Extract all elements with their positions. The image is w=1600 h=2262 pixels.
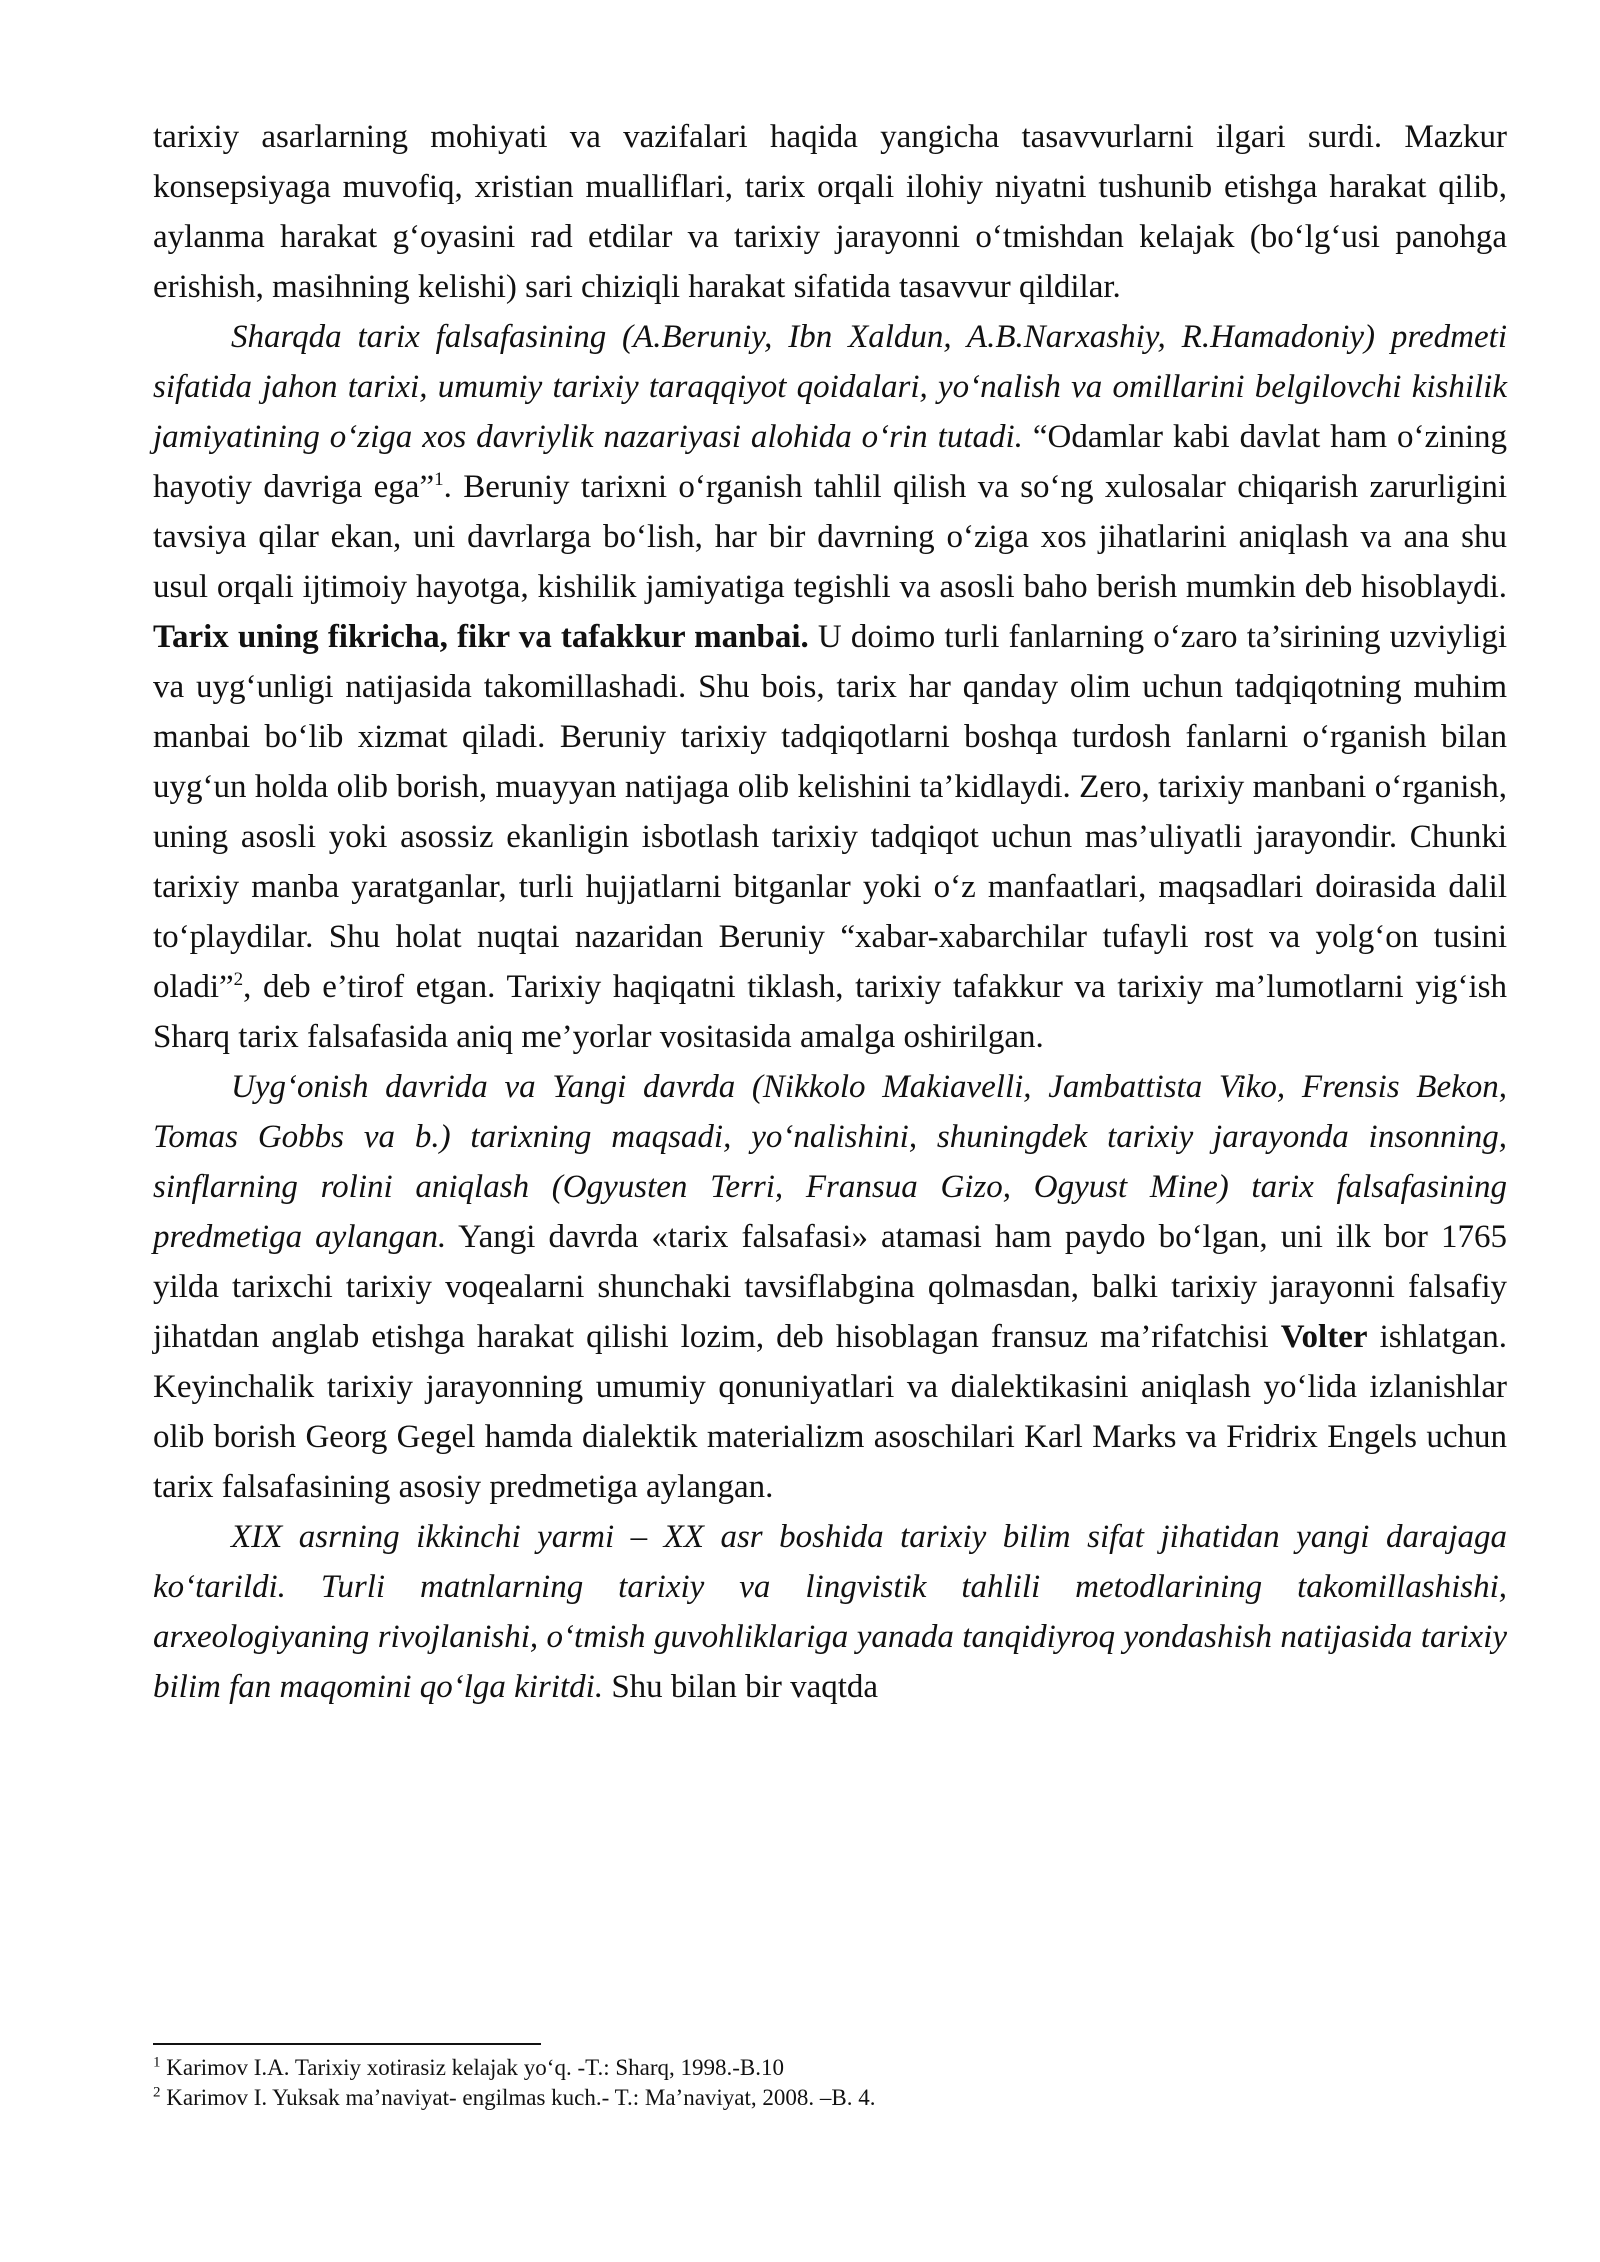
footnote-ref-1: 1	[434, 469, 444, 490]
italic-run: XIX asrning ikkinchi yarmi – XX asr boshida tarixiy bilim sifat jihatidan yangi darajaga ko‘tarildi. Turli matnlarning tarixiy va lingvistik tahlili metodlarining takomillashishi, arxeologiyaning rivojlanishi, o‘tmish guvohliklariga yanada tanqidiyroq yondashish natijasida tarixiy bilim fan maqomini qo‘lga kiritdi.	[153, 1519, 1507, 1705]
text-run: tarixiy asarlarning mohiyati va vazifalari haqida yangicha tasavvurlarni ilgari surdi. Mazkur konsepsiyaga muvofiq, xristian mualliflari, tarix orqali ilohiy niyatni tushunib etishga harakat qilib, aylanma harakat g‘oyasini rad etdilar va tarixiy jarayonni o‘tmishdan kelajak (bo‘lg‘usi panohga erishish, masihning kelishi) sari chiziqli harakat sifatida tasavvur qildilar.	[153, 119, 1507, 305]
footnote-1	[153, 2053, 1507, 2083]
footnote-ref-2: 2	[233, 969, 244, 990]
bold-run: Volter	[1280, 1319, 1368, 1355]
paragraph-1	[153, 112, 1507, 312]
text-run: Yangi davrda «tarix falsafasi» atamasi ham paydo bo‘lgan, uni ilk bor 1765 yilda tarixchi tarixiy voqealarni shunchaki tavsiflabgina qolmasdan, balki tarixiy jarayonni falsafiy jihatdan anglab etishga harakat qilishi lozim, deb hisoblagan fransuz ma’rifatchisi	[153, 1219, 1507, 1355]
paragraph-2	[153, 312, 1507, 1062]
footnote-mark: 2	[153, 2084, 161, 2101]
footnote-2	[153, 2083, 1507, 2113]
italic-run: Uyg‘onish davrida va Yangi davrda (Nikkolo Makiavelli, Jambattista Viko, Frensis Bekon, Tomas Gobbs va b.) tarixning maqsadi, yo‘nalishini, shuningdek tarixiy jarayonda insonning, sinflarning rolini aniqlash (Ogyusten Terri, Fransua Gizo, Ogyust Mine) tarix falsafasining predmetiga aylangan.	[153, 1069, 1507, 1255]
footnote-text: Karimov I. Yuksak ma’naviyat- engilmas kuch.- T.: Ma’naviyat, 2008. –B. 4.	[160, 2085, 876, 2110]
text-run: U doimo turli fanlarning o‘zaro ta’sirining uzviyligi va uyg‘unligi natijasida takomillashadi. Shu bois, tarix har qanday olim uchun tadqiqotning muhim manbai bo‘lib xizmat qiladi. Beruniy tarixiy tadqiqotlarni boshqa turdosh fanlarni o‘rganish bilan uyg‘un holda olib borish, muayyan natijaga olib kelishini ta’kidlaydi. Zero, tarixiy manbani o‘rganish, uning asosli yoki asossiz ekanligin isbotlash tarixiy tadqiqot uchun mas’uliyatli jarayondir. Chunki tarixiy manba yaratganlar, turli hujjatlarni bitganlar yoki o‘z manfaatlari, maqsadlari doirasida dalil to‘playdilar. Shu holat nuqtai nazaridan Beruniy “xabar-xabarchilar tufayli rost va yolg‘on tusini oladi”	[153, 619, 1507, 1005]
text-run: , deb e’tirof etgan. Tarixiy haqiqatni tiklash, tarixiy tafakkur va tarixiy ma’lumotlarni yig‘ish Sharq tarix falsafasida aniq me’yorlar vositasida amalga oshirilgan.	[153, 969, 1507, 1055]
footnotes	[153, 2053, 1507, 2113]
paragraph-3	[153, 1062, 1507, 1512]
paragraph-4	[153, 1512, 1507, 1712]
text-run: ishlatgan. Keyinchalik tarixiy jarayonning umumiy qonuniyatlari va dialektikasini aniqlash yo‘lida izlanishlar olib borish Georg Gegel hamda dialektik materializm asoschilari Karl Marks va Fridrix Engels uchun tarix falsafasining asosiy predmetiga aylangan.	[153, 1319, 1507, 1505]
italic-run: Sharqda tarix falsafasining (A.Beruniy, Ibn Xaldun, A.B.Narxashiy, R.Hamadoniy) predmeti sifatida jahon tarixi, umumiy tarixiy taraqqiyot qoidalari, yo‘nalish va omillarini belgilovchi kishilik jamiyatining o‘ziga xos davriylik nazariyasi alohida o‘rin tutadi.	[153, 319, 1507, 455]
bold-run: Tarix uning fikricha, fikr va tafakkur manbai.	[153, 619, 809, 655]
page-body	[153, 112, 1507, 1712]
footnote-mark: 1	[153, 2054, 161, 2071]
text-run: . Beruniy tarixni o‘rganish tahlil qilish va so‘ng xulosalar chiqarish zarurligini tavsiya qilar ekan, uni davrlarga bo‘lish, har bir davrning o‘ziga xos jihatlarini aniqlash va ana shu usul orqali ijtimoiy hayotga, kishilik jamiyatiga tegishli va asosli baho berish mumkin deb hisoblaydi.	[153, 469, 1507, 605]
footnote-text: Karimov I.A. Tarixiy xotirasiz kelajak yo‘q. -T.: Sharq, 1998.-B.10	[160, 2055, 785, 2080]
text-run: Shu bilan bir vaqtda	[603, 1669, 879, 1705]
text-run: “Odamlar kabi davlat ham o‘zining hayotiy davriga ega”	[153, 419, 1507, 505]
footnote-separator	[153, 2043, 541, 2045]
